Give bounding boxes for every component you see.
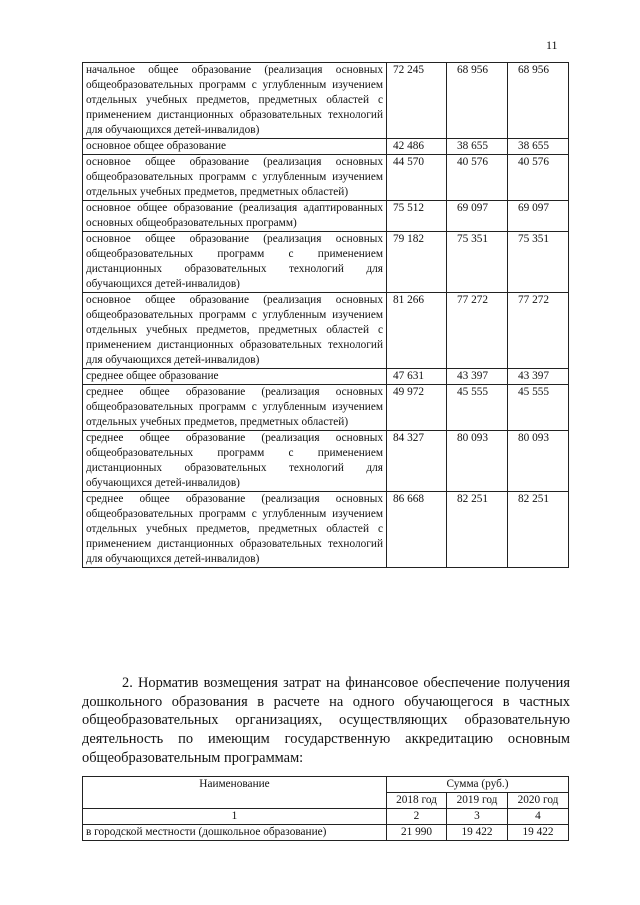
table-row (83, 385, 569, 431)
value-2018: 72 245 (387, 63, 447, 139)
row-label: основное общее образование (реализация адаптированных основных общеобразовательных программ) (83, 201, 387, 232)
value-2020: 80 093 (508, 431, 569, 492)
value-2018: 21 990 (387, 825, 447, 841)
value-2020: 75 351 (508, 232, 569, 293)
row-label: основное общее образование (реализация основных общеобразовательных программ с применением дистанционных образовательных технологий для обучающихся детей-инвалидов) (83, 232, 387, 293)
preschool-normative-table (82, 776, 569, 841)
value-2019: 75 351 (447, 232, 508, 293)
row-label: среднее общее образование (реализация основных общеобразовательных программ с углубленным изучением отдельных учебных предметов, предметных областей) (83, 385, 387, 431)
value-2018: 75 512 (387, 201, 447, 232)
value-2018: 44 570 (387, 155, 447, 201)
col-number-4: 4 (508, 809, 569, 825)
value-2020: 45 555 (508, 385, 569, 431)
table-row (83, 139, 569, 155)
row-label: начальное общее образование (реализация основных общеобразовательных программ с углубленным изучением отдельных учебных предметов, предметных областей с применением дистанционных образовательных технологий для обучающихся детей-инвалидов) (83, 63, 387, 139)
year-2019: 2019 год (447, 793, 508, 809)
value-2020: 19 422 (508, 825, 569, 841)
value-2020: 82 251 (508, 492, 569, 568)
row-label: основное общее образование (реализация основных общеобразовательных программ с углубленным изучением отдельных учебных предметов, предметных областей с применением дистанционных образовательных технологий для обучающихся детей-инвалидов) (83, 293, 387, 369)
value-2019: 68 956 (447, 63, 508, 139)
header-row (83, 777, 569, 793)
row-label: основное общее образование (83, 139, 387, 155)
value-2018: 47 631 (387, 369, 447, 385)
value-2018: 84 327 (387, 431, 447, 492)
year-2018: 2018 год (387, 793, 447, 809)
table-row (83, 201, 569, 232)
header-sum: Сумма (руб.) (387, 777, 569, 793)
col-number-2: 2 (387, 809, 447, 825)
normative-table-body (83, 63, 569, 568)
col-number-1: 1 (83, 809, 387, 825)
value-2020: 38 655 (508, 139, 569, 155)
table-row (83, 232, 569, 293)
paragraph-2: 2. Норматив возмещения затрат на финансовое обеспечение получения дошкольного образования в расчете на одного обучающегося в частных общеобразовательных организациях, осуществляющих образовательную деятельность по имеющим государственную аккредитацию основным общеобразовательным программам: (82, 675, 570, 766)
value-2018: 79 182 (387, 232, 447, 293)
value-2020: 69 097 (508, 201, 569, 232)
row-label: среднее общее образование (реализация основных общеобразовательных программ с углубленным изучением отдельных учебных предметов, предметных областей с применением дистанционных образовательных технологий для обучающихся детей-инвалидов) (83, 492, 387, 568)
value-2019: 19 422 (447, 825, 508, 841)
col-number-3: 3 (447, 809, 508, 825)
table-row (83, 63, 569, 139)
page-number: 11 (546, 38, 558, 52)
value-2019: 80 093 (447, 431, 508, 492)
value-2019: 40 576 (447, 155, 508, 201)
row-label: среднее общее образование (83, 369, 387, 385)
row-label: среднее общее образование (реализация основных общеобразовательных программ с применением дистанционных образовательных технологий для обучающихся детей-инвалидов) (83, 431, 387, 492)
table-row (83, 431, 569, 492)
table-row (83, 369, 569, 385)
row-label: основное общее образование (реализация основных общеобразовательных программ с углубленным изучением отдельных учебных предметов, предметных областей) (83, 155, 387, 201)
value-2019: 38 655 (447, 139, 508, 155)
table-row (83, 825, 569, 841)
value-2018: 49 972 (387, 385, 447, 431)
value-2020: 43 397 (508, 369, 569, 385)
value-2018: 42 486 (387, 139, 447, 155)
value-2020: 40 576 (508, 155, 569, 201)
value-2020: 68 956 (508, 63, 569, 139)
value-2019: 82 251 (447, 492, 508, 568)
value-2019: 45 555 (447, 385, 508, 431)
value-2018: 81 266 (387, 293, 447, 369)
value-2019: 43 397 (447, 369, 508, 385)
header-name: Наименование (83, 777, 387, 809)
row-label: в городской местности (дошкольное образование) (83, 825, 387, 841)
table-row (83, 293, 569, 369)
normative-table-continued (82, 62, 569, 568)
table-row (83, 492, 569, 568)
value-2019: 77 272 (447, 293, 508, 369)
value-2018: 86 668 (387, 492, 447, 568)
year-2020: 2020 год (508, 793, 569, 809)
table-row (83, 155, 569, 201)
value-2019: 69 097 (447, 201, 508, 232)
column-numbers-row (83, 809, 569, 825)
value-2020: 77 272 (508, 293, 569, 369)
